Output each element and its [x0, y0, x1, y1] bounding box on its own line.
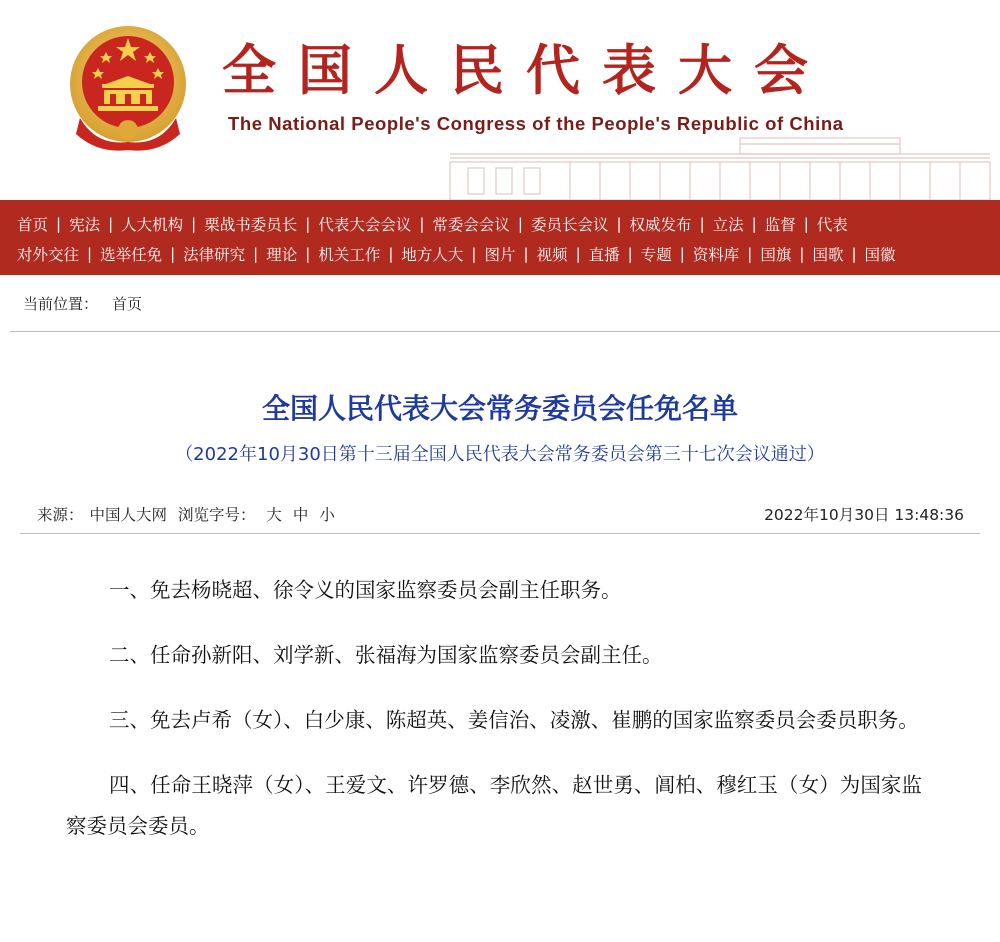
nav-item-row1-4[interactable]: 代表大会会议 — [318, 216, 412, 234]
national-emblem-icon[interactable] — [66, 22, 190, 156]
nav-item-row1-0[interactable]: 首页 — [17, 216, 49, 234]
article-meta-left — [37, 503, 341, 525]
article-title: 全国人民代表大会常务委员会任免名单 — [261, 392, 738, 425]
article-paragraph: 一、免去杨晓超、徐令义的国家监察委员会副主任职务。 — [109, 577, 622, 602]
article-paragraph: 四、任命王晓萍（女）、王爱文、许罗德、李欣然、赵世勇、阊柏、穆红玉（女）为国家监察委员会委员。 — [66, 772, 922, 838]
nav-separator: | — [523, 245, 529, 263]
nav-item-row2-11[interactable]: 国旗 — [760, 246, 792, 264]
nav-item-row2-1[interactable]: 选举任免 — [100, 246, 163, 264]
nav-item-row1-1[interactable]: 宪法 — [69, 216, 101, 234]
nav-item-row1-8[interactable]: 立法 — [712, 216, 744, 234]
breadcrumb — [10, 275, 1000, 332]
breadcrumb-home-link[interactable]: 首页 — [112, 294, 143, 313]
nav-separator: | — [616, 215, 622, 233]
nav-item-row1-5[interactable]: 常委会会议 — [432, 216, 510, 234]
nav-separator: | — [517, 215, 523, 233]
nav-item-row2-4[interactable]: 机关工作 — [318, 246, 381, 264]
nav-separator: | — [747, 245, 753, 263]
nav-item-row1-10[interactable]: 代表 — [816, 216, 848, 234]
site-title-en: The National People's Congress of the People's Republic of China — [228, 113, 844, 134]
nav-item-row2-0[interactable]: 对外交往 — [17, 246, 80, 264]
nav-separator: | — [253, 245, 259, 263]
main-nav — [0, 200, 1000, 275]
font-size-label: 浏览字号： — [177, 506, 256, 525]
nav-separator: | — [575, 245, 581, 263]
nav-separator: | — [56, 215, 62, 233]
nav-separator: | — [388, 245, 394, 263]
nav-item-row2-13[interactable]: 国徽 — [864, 246, 896, 264]
nav-separator: | — [679, 245, 685, 263]
nav-separator: | — [108, 215, 114, 233]
nav-separator: | — [305, 215, 311, 233]
nav-item-row1-9[interactable]: 监督 — [764, 216, 796, 234]
nav-item-row2-6[interactable]: 图片 — [484, 246, 516, 264]
nav-separator: | — [851, 245, 857, 263]
nav-separator: | — [170, 245, 176, 263]
nav-row-2 — [17, 239, 1000, 269]
nav-separator: | — [799, 245, 805, 263]
nav-item-row2-12[interactable]: 国歌 — [812, 246, 844, 264]
nav-item-row2-10[interactable]: 资料库 — [692, 246, 740, 264]
nav-separator: | — [803, 215, 809, 233]
nav-item-row1-2[interactable]: 人大机构 — [121, 216, 184, 234]
nav-item-row2-7[interactable]: 视频 — [536, 246, 568, 264]
font-size-small-button[interactable]: 小 — [319, 506, 335, 525]
site-header — [0, 0, 1000, 200]
font-size-medium-button[interactable]: 中 — [292, 506, 309, 525]
font-size-large-button[interactable]: 大 — [266, 506, 282, 525]
nav-separator: | — [471, 245, 477, 263]
nav-separator: | — [751, 215, 757, 233]
nav-item-row2-5[interactable]: 地方人大 — [401, 246, 464, 264]
nav-separator: | — [191, 215, 197, 233]
nav-separator: | — [305, 245, 311, 263]
source-label: 来源： — [37, 506, 84, 525]
nav-item-row2-9[interactable]: 专题 — [640, 246, 672, 264]
great-hall-illustration — [440, 132, 1000, 200]
article-paragraph: 二、任命孙新阳、刘学新、张福海为国家监察委员会副主任。 — [109, 642, 663, 667]
nav-separator: | — [627, 245, 633, 263]
nav-item-row1-6[interactable]: 委员长会议 — [530, 216, 609, 234]
nav-row-1 — [17, 209, 1000, 239]
nav-item-row1-7[interactable]: 权威发布 — [629, 216, 692, 234]
article-meta-bar — [20, 496, 980, 534]
article-body — [0, 570, 1000, 847]
article-subtitle: （2022年10月30日第十三届全国人民代表大会常务委员会第三十七次会议通过） — [175, 443, 825, 465]
site-title-cn: 全国人民代表大会 — [222, 39, 830, 102]
publish-datetime: 2022年10月30日 13:48:36 — [764, 506, 964, 525]
nav-item-row2-2[interactable]: 法律研究 — [183, 246, 246, 264]
nav-item-row2-8[interactable]: 直播 — [588, 246, 620, 264]
nav-item-row1-3[interactable]: 栗战书委员长 — [204, 216, 298, 234]
nav-separator: | — [699, 215, 705, 233]
breadcrumb-label: 当前位置： — [23, 294, 99, 313]
article-paragraph: 三、免去卢希（女）、白少康、陈超英、姜信治、凌激、崔鹏的国家监察委员会委员职务。 — [109, 707, 919, 732]
nav-separator: | — [419, 215, 425, 233]
nav-item-row2-3[interactable]: 理论 — [266, 246, 298, 264]
nav-separator: | — [87, 245, 93, 263]
source-value: 中国人大网 — [89, 506, 168, 525]
